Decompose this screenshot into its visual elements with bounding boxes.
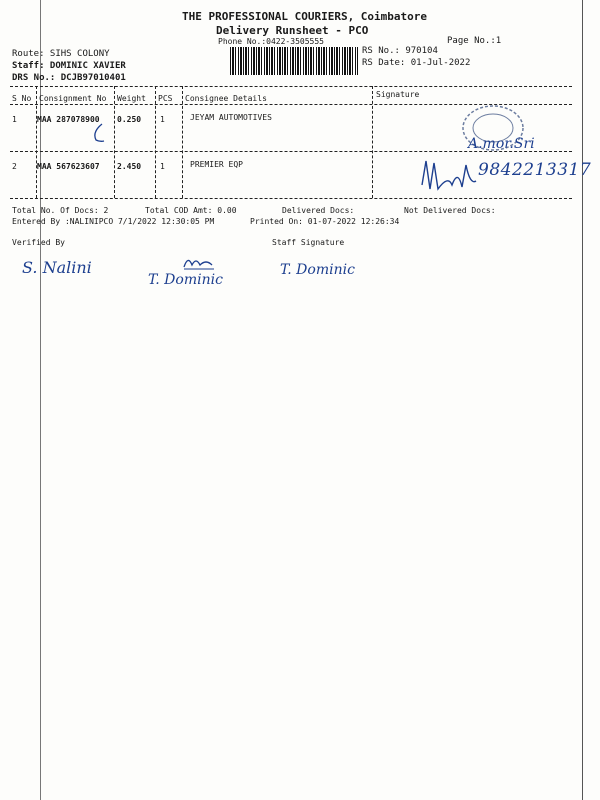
rs-number: RS No.: 970104 [362, 46, 438, 56]
total-docs: Total No. Of Docs: 2 [12, 206, 109, 215]
verified-by-label: Verified By [12, 238, 65, 247]
header-consignee: Consignee Details [185, 94, 267, 103]
page-number: Page No.:1 [447, 36, 502, 46]
col-divider [372, 86, 373, 198]
tick-mark [90, 122, 110, 144]
printed-on: Printed On: 01-07-2022 12:26:34 [250, 217, 400, 226]
header-signature: Signature [376, 90, 420, 99]
total-cod: Total COD Amt: 0.00 [145, 206, 237, 215]
row2-consignee: PREMIER EQP [190, 160, 243, 169]
rs-date: RS Date: 01-Jul-2022 [362, 58, 471, 68]
staff-signature-2: T. Dominic [280, 262, 355, 278]
row2-signature-scrawl [418, 155, 478, 195]
staff-signature-label: Staff Signature [272, 238, 345, 247]
initials-scribble [180, 253, 220, 271]
delivered-docs: Delivered Docs: [282, 206, 355, 215]
table-rule-bottom [10, 198, 572, 199]
staff-name: Staff: DOMINIC XAVIER [12, 61, 126, 71]
staff-signature-1: T. Dominic [148, 272, 223, 288]
row2-sno: 2 [12, 162, 17, 171]
col-divider [155, 86, 156, 198]
header-weight: Weight [117, 94, 146, 103]
row1-consignment: MAA 287078900 [37, 115, 100, 124]
company-name: THE PROFESSIONAL COURIERS, Coimbatore [182, 10, 428, 23]
row1-weight: 0.250 [117, 115, 142, 124]
not-delivered-docs: Not Delivered Docs: [404, 206, 496, 215]
verified-signature: S. Nalini [22, 258, 92, 277]
row2-weight: 2.450 [117, 162, 142, 171]
drs-number: DRS No.: DCJB97010401 [12, 73, 126, 83]
sheet-title: Delivery Runsheet - PCO [216, 24, 369, 37]
col-divider [36, 86, 37, 198]
header-sno: S No [12, 94, 32, 103]
barcode [230, 47, 358, 75]
row1-sno: 1 [12, 115, 17, 124]
header-pcs: PCS [158, 94, 173, 103]
col-divider [182, 86, 183, 198]
entered-by: Entered By :NALINIPCO 7/1/2022 12:30:05 PM [12, 217, 215, 226]
route: Route: SIHS COLONY [12, 49, 110, 59]
row1-pcs: 1 [160, 115, 165, 124]
row2-pcs: 1 [160, 162, 165, 171]
row2-phone-handwritten: 9842213317 [478, 160, 592, 180]
table-rule-top [10, 86, 572, 87]
col-divider [114, 86, 115, 198]
page-edge-right [582, 0, 583, 800]
phone-number: Phone No.:0422-3505555 [218, 37, 324, 46]
header-consignment: Consignment No [39, 94, 107, 103]
row1-recipient-signature: A.mor.Sri [468, 136, 535, 152]
row1-consignee: JEYAM AUTOMOTIVES [190, 113, 272, 122]
row2-consignment: MAA 567623607 [37, 162, 100, 171]
